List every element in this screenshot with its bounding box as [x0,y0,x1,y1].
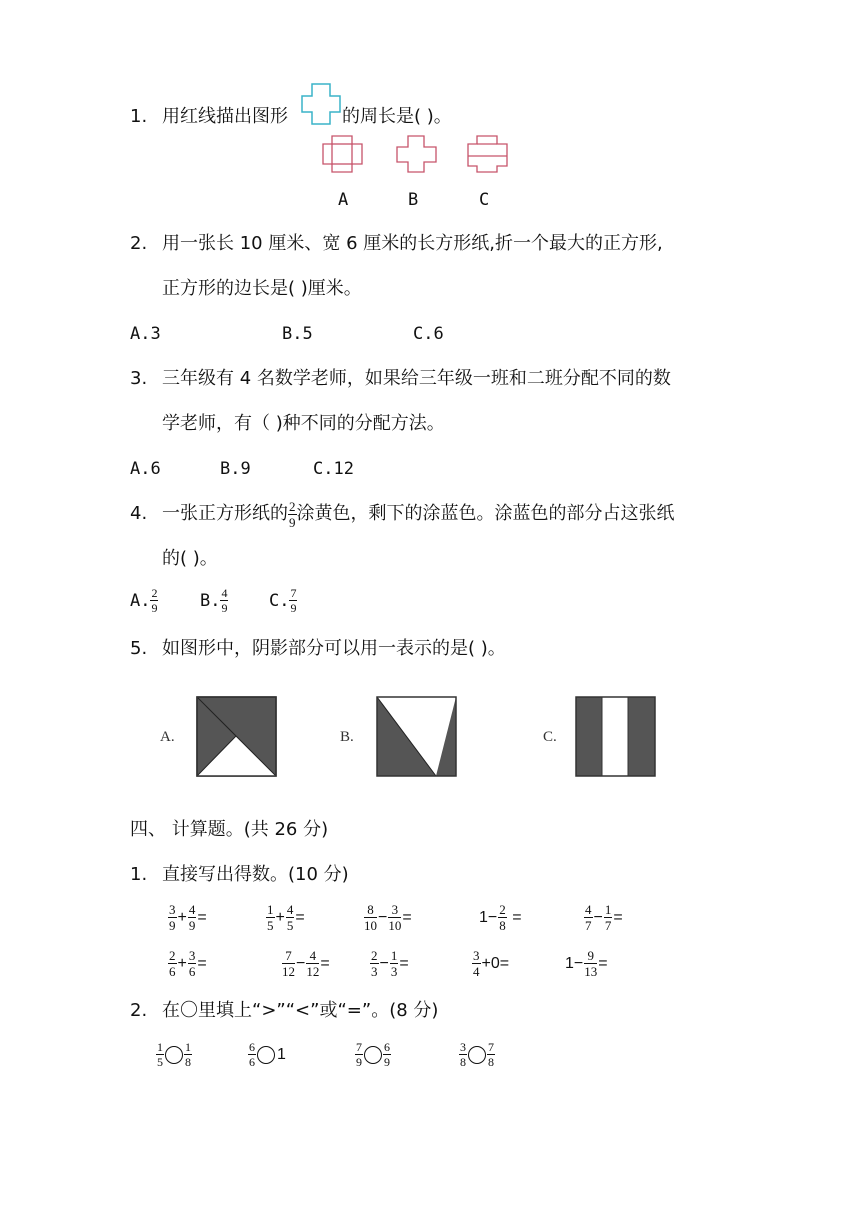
expr-r1-4 [478,903,523,932]
den: 9 [356,1055,362,1069]
compare-2 [248,1041,287,1068]
compare-value: 1 [277,1045,286,1063]
frac [188,949,197,978]
den: 10 [364,918,377,933]
q3-line2: 学老师，有（ )种不同的分配方法。 [162,413,445,434]
equals: = [613,908,623,926]
den: 6 [169,964,176,979]
num: 1 [267,902,274,917]
num: 7 [488,1040,494,1054]
frac [390,949,399,978]
operator: + [275,908,285,926]
num: 1 [604,902,612,917]
den: 8 [499,918,506,933]
equals: = [402,908,412,926]
num: 3 [169,902,176,917]
option-a-shape [320,134,366,176]
q5-label-a: A. [160,729,175,745]
expr-r2-2 [282,949,331,978]
frac [306,949,319,978]
q2-option-a: A.3 [130,324,161,344]
q4-line2: 的( )。 [162,548,218,569]
frac [388,903,401,932]
den: 12 [282,964,295,979]
num: 1 [157,1040,163,1054]
q1-label-c: C [479,190,490,210]
q2-line1: 用一张长 10 厘米、宽 6 厘米的长方形纸,折一个最大的正方形, [162,233,663,254]
frac [364,903,377,932]
q1-text-before: 用红线描出图形 [162,106,288,127]
q4-option-b [200,587,228,614]
q3-option-a: A.6 [130,459,161,479]
calc2-text: 在〇里填上“>”“<”或“=”。(8 分) [162,1000,439,1021]
den: 7 [604,918,612,933]
q4-number: 4. [130,503,148,524]
calc1-number: 1. [130,864,148,885]
num: 8 [364,903,377,918]
frac [498,903,507,932]
q1-number: 1. [130,106,148,127]
q4-option-c-fraction [289,587,297,614]
den: 3 [390,964,398,979]
num: 9 [584,949,597,964]
num: 1 [185,1040,191,1054]
q4-text-before: 一张正方形纸的 [162,503,288,524]
calc2-number: 2. [130,1000,148,1021]
cross-shape-icon [300,82,342,126]
num: 4 [286,902,294,917]
q2-option-b: B.5 [282,324,313,344]
operator: − [378,908,388,926]
den: 12 [306,964,320,979]
equals: = [197,954,207,972]
frac [286,903,295,932]
num: 4 [306,949,319,964]
frac [282,949,295,978]
frac [355,1041,363,1068]
option-c-shape [465,134,511,176]
q5-label-c: C. [543,729,557,745]
compare-4 [459,1041,495,1068]
compare-3 [355,1041,391,1068]
num: 3 [460,1040,466,1054]
frac [383,1041,391,1068]
compare-1 [156,1041,192,1068]
frac [604,903,613,932]
q5-text: 如图形中，阴影部分可以用一表示的是( )。 [162,638,506,659]
q1-label-b: B [408,190,419,210]
den: 3 [371,964,378,979]
expr-r2-1 [168,949,208,978]
q3-line1: 三年级有 4 名数学老师，如果给三年级一班和二班分配不同的数 [162,368,671,389]
q3-option-c: C.12 [313,459,354,479]
calc1-text: 直接写出得数。(10 分) [162,864,349,885]
num: 4 [221,586,228,600]
num: 3 [388,903,401,918]
num: 2 [169,948,176,963]
num: 2 [499,902,506,917]
equals: = [320,954,330,972]
frac [472,949,481,978]
equals: = [197,908,207,926]
den: 8 [488,1055,494,1069]
q4-option-a-prefix: A. [130,590,151,611]
den: 10 [388,918,402,933]
num: 2 [151,586,158,600]
equals: = [598,954,608,972]
num: 6 [384,1040,390,1054]
num: 4 [188,902,196,917]
figure-c [575,696,657,778]
q1-label-a: A [338,190,349,210]
expr-r1-3 [364,903,413,932]
q4-frac-num: 2 [289,498,296,514]
q2-line2: 正方形的边长是( )厘米。 [162,278,362,299]
frac [487,1041,495,1068]
lead: 1− [565,954,584,972]
frac [266,903,275,932]
compare-circle-1[interactable] [165,1046,183,1064]
frac [184,1041,192,1068]
frac [168,949,177,978]
den: 7 [585,918,592,933]
frac [459,1041,467,1068]
section-heading: 四、 计算题。(共 26 分) [130,819,329,840]
num: 6 [249,1040,255,1054]
equals: = [399,954,409,972]
operator: − [593,908,603,926]
q4-fraction [288,500,297,529]
num: 3 [473,948,480,963]
q3-number: 3. [130,368,148,389]
den: 6 [249,1055,255,1069]
frac [168,903,177,932]
q5-label-b: B. [340,729,354,745]
compare-circle-4[interactable] [468,1046,486,1064]
den: 9 [169,918,176,933]
q1-text-after: 的周长是( )。 [342,106,452,127]
frac [584,949,597,978]
den: 9 [188,918,196,933]
expr-r1-2 [266,903,306,932]
den: 5 [157,1055,163,1069]
expr-r2-4 [472,949,510,978]
compare-circle-2[interactable] [257,1046,275,1064]
den: 5 [286,918,294,933]
den: 6 [188,964,196,979]
frac [370,949,379,978]
den: 9 [151,601,158,615]
expr-r2-5 [564,949,609,978]
expr-r1-5 [584,903,624,932]
q2-number: 2. [130,233,148,254]
option-b-shape [394,134,440,176]
den: 13 [584,964,598,979]
expr-r1-1 [168,903,208,932]
den: 8 [185,1055,191,1069]
num: 3 [188,948,196,963]
q4-option-a [130,587,158,614]
compare-circle-3[interactable] [364,1046,382,1064]
den: 5 [267,918,274,933]
q4-option-c-prefix: C. [269,590,290,611]
q4-option-b-prefix: B. [200,590,221,611]
q4-line1 [162,495,675,533]
num: 7 [290,586,297,600]
frac [156,1041,164,1068]
q5-number: 5. [130,638,148,659]
lead: 1− [479,908,498,926]
q3-option-b: B.9 [220,459,251,479]
operator: − [379,954,389,972]
num: 4 [585,902,592,917]
den: 9 [221,601,228,615]
frac [248,1041,256,1068]
num: 7 [282,949,295,964]
den: 8 [460,1055,466,1069]
equals: = [295,908,305,926]
operator: + [177,954,187,972]
q2-option-c: C.6 [413,324,444,344]
equals: = [507,908,522,926]
expr-r2-3 [370,949,410,978]
num: 1 [390,948,398,963]
q4-option-a-fraction [150,587,158,614]
frac [584,903,593,932]
q4-option-c [269,587,297,614]
operator: + [177,908,187,926]
q4-frac-den: 9 [289,514,296,530]
frac [188,903,197,932]
num: 2 [371,948,378,963]
q4-text-after: 涂黄色，剩下的涂蓝色。涂蓝色的部分占这张纸 [296,503,675,524]
operator: − [296,954,306,972]
q4-option-b-fraction [220,587,228,614]
figure-a [196,696,278,778]
den: 9 [384,1055,390,1069]
plus-zero: +0= [481,954,510,972]
figure-b [376,696,458,778]
den: 4 [473,964,480,979]
num: 7 [356,1040,362,1054]
den: 9 [290,601,297,615]
